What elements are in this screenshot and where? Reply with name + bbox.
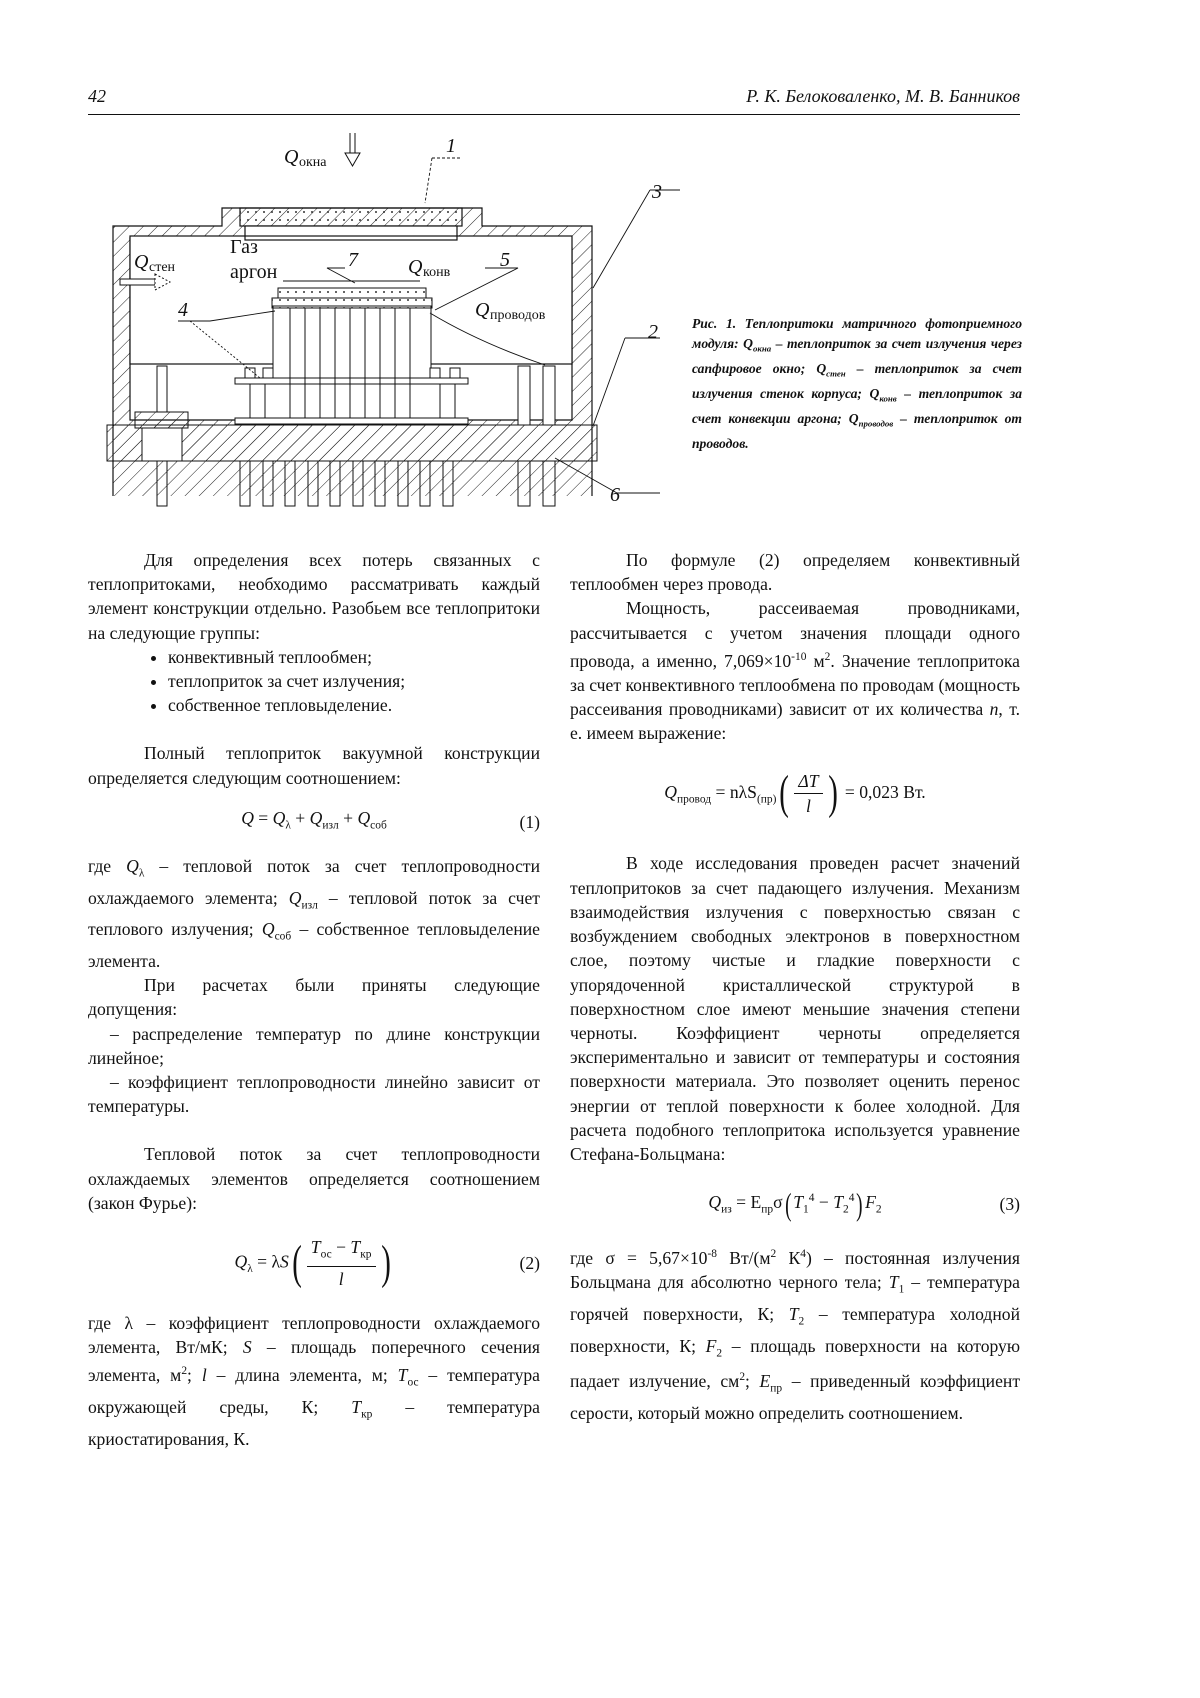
text-fragment: l — [202, 1365, 207, 1385]
text-fragment: – площадь поверхности на которую падает излучение, см — [570, 1336, 1020, 1392]
text-fragment: проводов — [859, 419, 894, 429]
text-fragment: 1 — [803, 1204, 809, 1216]
text-fragment: Q — [816, 361, 826, 376]
callout-4: 4 — [178, 299, 188, 321]
text-fragment: изл — [322, 819, 338, 831]
text-fragment: n — [990, 699, 999, 719]
paragraph — [88, 1311, 540, 1451]
text-fragment: ΔT — [798, 771, 818, 791]
paragraph — [88, 854, 540, 973]
text-fragment: , т. е. имеем выражение: — [570, 699, 1020, 743]
text-fragment: T — [833, 1192, 843, 1212]
equation-1 — [88, 790, 540, 854]
figure-diagram — [100, 128, 680, 518]
text-fragment: 4 — [849, 1192, 855, 1204]
paragraph — [570, 1242, 1020, 1425]
text-fragment: – теплоприток от проводов. — [692, 411, 1022, 451]
text-fragment: окна — [753, 343, 771, 353]
label-q-provodov-sub: проводов — [490, 308, 546, 323]
label-q-konv: Q — [408, 256, 423, 278]
text-fragment: – теплоприток за счет излучения через сапфировое окно; — [692, 336, 1022, 376]
text-fragment: – температура окружающей среды, К; — [88, 1365, 540, 1417]
callout-3: 3 — [651, 181, 662, 203]
text-fragment: где — [88, 856, 126, 876]
left-column — [88, 548, 540, 1451]
list-item: • собственное тепловыделение. — [168, 693, 540, 717]
text-fragment: Мощность, рассеиваемая проводниками, рассчитывается с учетом значения площади одного провода, а именно, 7,069×10 — [570, 598, 1020, 670]
text-fragment: λ — [247, 1263, 253, 1275]
callout-5: 5 — [500, 249, 510, 271]
dash-item: – распределение температур по длине конструкции линейное; — [88, 1022, 540, 1070]
text-fragment: (пр) — [757, 793, 776, 805]
header-rule — [88, 114, 1020, 115]
text-fragment: из — [721, 1204, 732, 1216]
text-fragment: пр — [761, 1204, 773, 1216]
label-q-okna-sub: окна — [299, 155, 327, 170]
text-fragment: Q — [241, 808, 254, 828]
text-fragment: – длина элемента, м; — [207, 1365, 398, 1385]
paragraph: Для определения всех потерь связанных с теплопритоками, необходимо рассматривать каждый элемент конструкции отдельно. Разобьем все теплопритоки на следующие группы: — [88, 548, 540, 645]
text-fragment: T — [789, 1304, 799, 1324]
equation-number: (3) — [999, 1192, 1020, 1216]
text-fragment: T — [793, 1192, 803, 1212]
text-fragment: T — [350, 1237, 360, 1257]
text-fragment: ос — [407, 1377, 418, 1389]
text-fragment: T — [351, 1397, 361, 1417]
text-fragment: ; — [187, 1365, 202, 1385]
text-fragment: T — [889, 1272, 899, 1292]
text-fragment: стен — [826, 368, 846, 378]
label-q-sten: Q — [134, 251, 149, 273]
text-fragment: T — [398, 1365, 408, 1385]
text-fragment: Q — [664, 782, 677, 802]
text-fragment: – собственное тепловыделение элемента. — [88, 919, 540, 971]
text-fragment: ) – постоянная излучения Больцмана для абсолютно черного тела; — [570, 1248, 1020, 1292]
equation-wires: Qпровод = nλS(пр)( ΔT l ) = 0,023 Вт. — [570, 745, 1020, 841]
text-fragment: Q — [743, 336, 753, 351]
text-fragment: кр — [361, 1409, 372, 1421]
text-fragment: 2 — [771, 1248, 777, 1260]
text-fragment: Рис. 1. Теплопритоки матричного фотоприемного модуля: — [692, 316, 1022, 351]
text-fragment: 1 — [899, 1284, 905, 1296]
window-arrow — [345, 133, 360, 166]
text-fragment: Q — [235, 1251, 248, 1271]
paragraph: В ходе исследования проведен расчет значений теплопритоков за счет падающего излучения. Механизм взаимодействия излучения с поверхностью связан с возбуждением свободных электронов в поверхностном слое, поэтому чистые и гладкие поверхности с упорядоченной кристаллической структурой в поверхностном слое имеют меньшие значения степени черноты. Коэффициент черноты определяется экспериментально и зависит от температуры и состояния поверхности материала. Это позволяет оценить перенос энергии от теплой поверхности к более холодной. Для расчета подобного теплопритока используется уравнение Стефана-Больцмана: — [570, 851, 1020, 1166]
text-fragment: провод — [677, 793, 711, 805]
text-fragment: – температура холодной поверхности, К; — [570, 1304, 1020, 1356]
text-fragment: 4 — [809, 1192, 815, 1204]
text-fragment: ос — [321, 1248, 332, 1260]
page-number: 42 — [88, 86, 106, 107]
right-column — [570, 548, 1020, 1425]
callout-2: 2 — [648, 321, 658, 343]
text-fragment: F — [706, 1336, 717, 1356]
label-q-okna: Q — [284, 146, 299, 168]
text-fragment: 2 — [825, 651, 831, 663]
text-fragment: Q — [310, 808, 323, 828]
text-fragment: 2 — [181, 1365, 187, 1377]
text-fragment: = — [254, 808, 273, 828]
label-gas: Газ — [230, 236, 258, 258]
text-fragment: – площадь поперечного сечения элемента, м — [88, 1337, 540, 1385]
text-fragment: Q — [357, 808, 370, 828]
text-fragment: = E — [732, 1192, 761, 1212]
text-fragment: Q — [849, 411, 859, 426]
text-fragment: = 0,023 Вт. — [841, 782, 926, 802]
text-fragment: 2 — [876, 1204, 882, 1216]
text-fragment: + — [339, 808, 358, 828]
text-fragment: Вт/(м — [717, 1248, 771, 1268]
equation-number: (1) — [519, 810, 540, 834]
text-fragment: Q — [708, 1192, 721, 1212]
text-fragment: Q — [289, 888, 302, 908]
text-fragment: λ — [139, 867, 145, 879]
text-fragment: l — [339, 1267, 344, 1291]
text-fragment: К — [776, 1248, 800, 1268]
text-fragment: -8 — [707, 1248, 717, 1260]
text-fragment: – температура горячей поверхности, К; — [570, 1272, 1020, 1324]
text-fragment: Q — [273, 808, 286, 828]
text-fragment: F — [865, 1192, 876, 1212]
text-fragment: 2 — [716, 1347, 722, 1359]
figure-caption — [692, 314, 1022, 454]
equation-3: Qиз = Eпрσ( T14 − T24) F2 (3) — [570, 1166, 1020, 1242]
text-fragment: S — [280, 1251, 289, 1271]
text-fragment: соб — [370, 819, 387, 831]
text-fragment: где λ – коэффициент теплопроводности охлаждаемого элемента, Вт/мК; — [88, 1313, 540, 1357]
text-fragment: – тепловой поток за счет теплопроводности охлаждаемого элемента; — [88, 856, 540, 908]
text-fragment: м — [806, 651, 824, 671]
equation-2: Qλ = λS( Tос − Tкр l ) (2) — [88, 1215, 540, 1311]
text-fragment: S — [243, 1337, 252, 1357]
text-fragment: + — [291, 808, 310, 828]
label-q-provodov: Q — [475, 299, 490, 321]
list-item: • теплоприток за счет излучения; — [168, 669, 540, 693]
text-fragment: − — [332, 1237, 351, 1257]
text-fragment: Q — [262, 919, 275, 939]
callout-1: 1 — [446, 135, 456, 157]
text-fragment: l — [806, 794, 811, 818]
running-header — [88, 86, 1020, 107]
callout-7: 7 — [348, 249, 359, 271]
text-fragment: 4 — [800, 1248, 806, 1260]
text-fragment: = nλS — [711, 782, 757, 802]
authors: Р. К. Белоковаленко, М. В. Банников — [746, 86, 1020, 107]
callout-6: 6 — [610, 484, 620, 506]
text-fragment: λ — [285, 819, 291, 831]
paragraph: Тепловой поток за счет теплопроводности охлаждаемых элементов определяется соотношением (закон Фурье): — [88, 1142, 540, 1215]
label-q-konv-sub: конв — [423, 265, 451, 280]
text-fragment: где σ = 5,67×10 — [570, 1248, 707, 1268]
text-fragment: E — [760, 1371, 771, 1391]
text-fragment: ; — [745, 1371, 760, 1391]
bullet-list — [88, 645, 540, 718]
text-fragment: конв — [879, 394, 896, 404]
text-fragment: 2 — [799, 1315, 805, 1327]
text-fragment: = λ — [253, 1251, 280, 1271]
text-fragment: -10 — [791, 651, 806, 663]
paragraph — [570, 596, 1020, 745]
text-fragment: кр — [360, 1248, 371, 1260]
paragraph: При расчетах были приняты следующие допущения: — [88, 973, 540, 1021]
text-fragment: – тепловой поток за счет теплового излучения; — [88, 888, 540, 940]
text-fragment: – температура криостатирования, К. — [88, 1397, 540, 1449]
text-fragment: . Значение теплопритока за счет конвективного теплообмена по проводам (мощность рассеивания проводниками) зависит от их количества — [570, 651, 1020, 719]
text-fragment: 2 — [843, 1204, 849, 1216]
text-fragment: Q — [870, 386, 880, 401]
text-fragment: соб — [275, 931, 292, 943]
text-fragment: – теплоприток за счет излучения стенок корпуса; — [692, 361, 1022, 401]
text-fragment: – приведенный коэффициент серости, который можно определить соотношением. — [570, 1371, 1020, 1423]
paragraph: По формуле (2) определяем конвективный теплообмен через провода. — [570, 548, 1020, 596]
label-argon: аргон — [230, 261, 278, 283]
text-fragment: – теплоприток за счет конвекции аргона; — [692, 386, 1022, 426]
text-fragment: − — [814, 1192, 833, 1212]
text-fragment: 2 — [739, 1371, 745, 1383]
dash-item: – коэффициент теплопроводности линейно зависит от температуры. — [88, 1070, 540, 1118]
text-fragment: T — [311, 1237, 321, 1257]
label-q-sten-sub: стен — [149, 260, 176, 275]
list-item: • конвективный теплообмен; — [168, 645, 540, 669]
text-fragment: σ — [773, 1192, 782, 1212]
text-fragment: изл — [302, 899, 318, 911]
equation-number: (2) — [519, 1251, 540, 1275]
text-fragment: пр — [770, 1383, 782, 1395]
paper-page — [0, 0, 1200, 1698]
paragraph: Полный теплоприток вакуумной конструкции определяется следующим соотношением: — [88, 741, 540, 789]
text-fragment: Q — [126, 856, 139, 876]
